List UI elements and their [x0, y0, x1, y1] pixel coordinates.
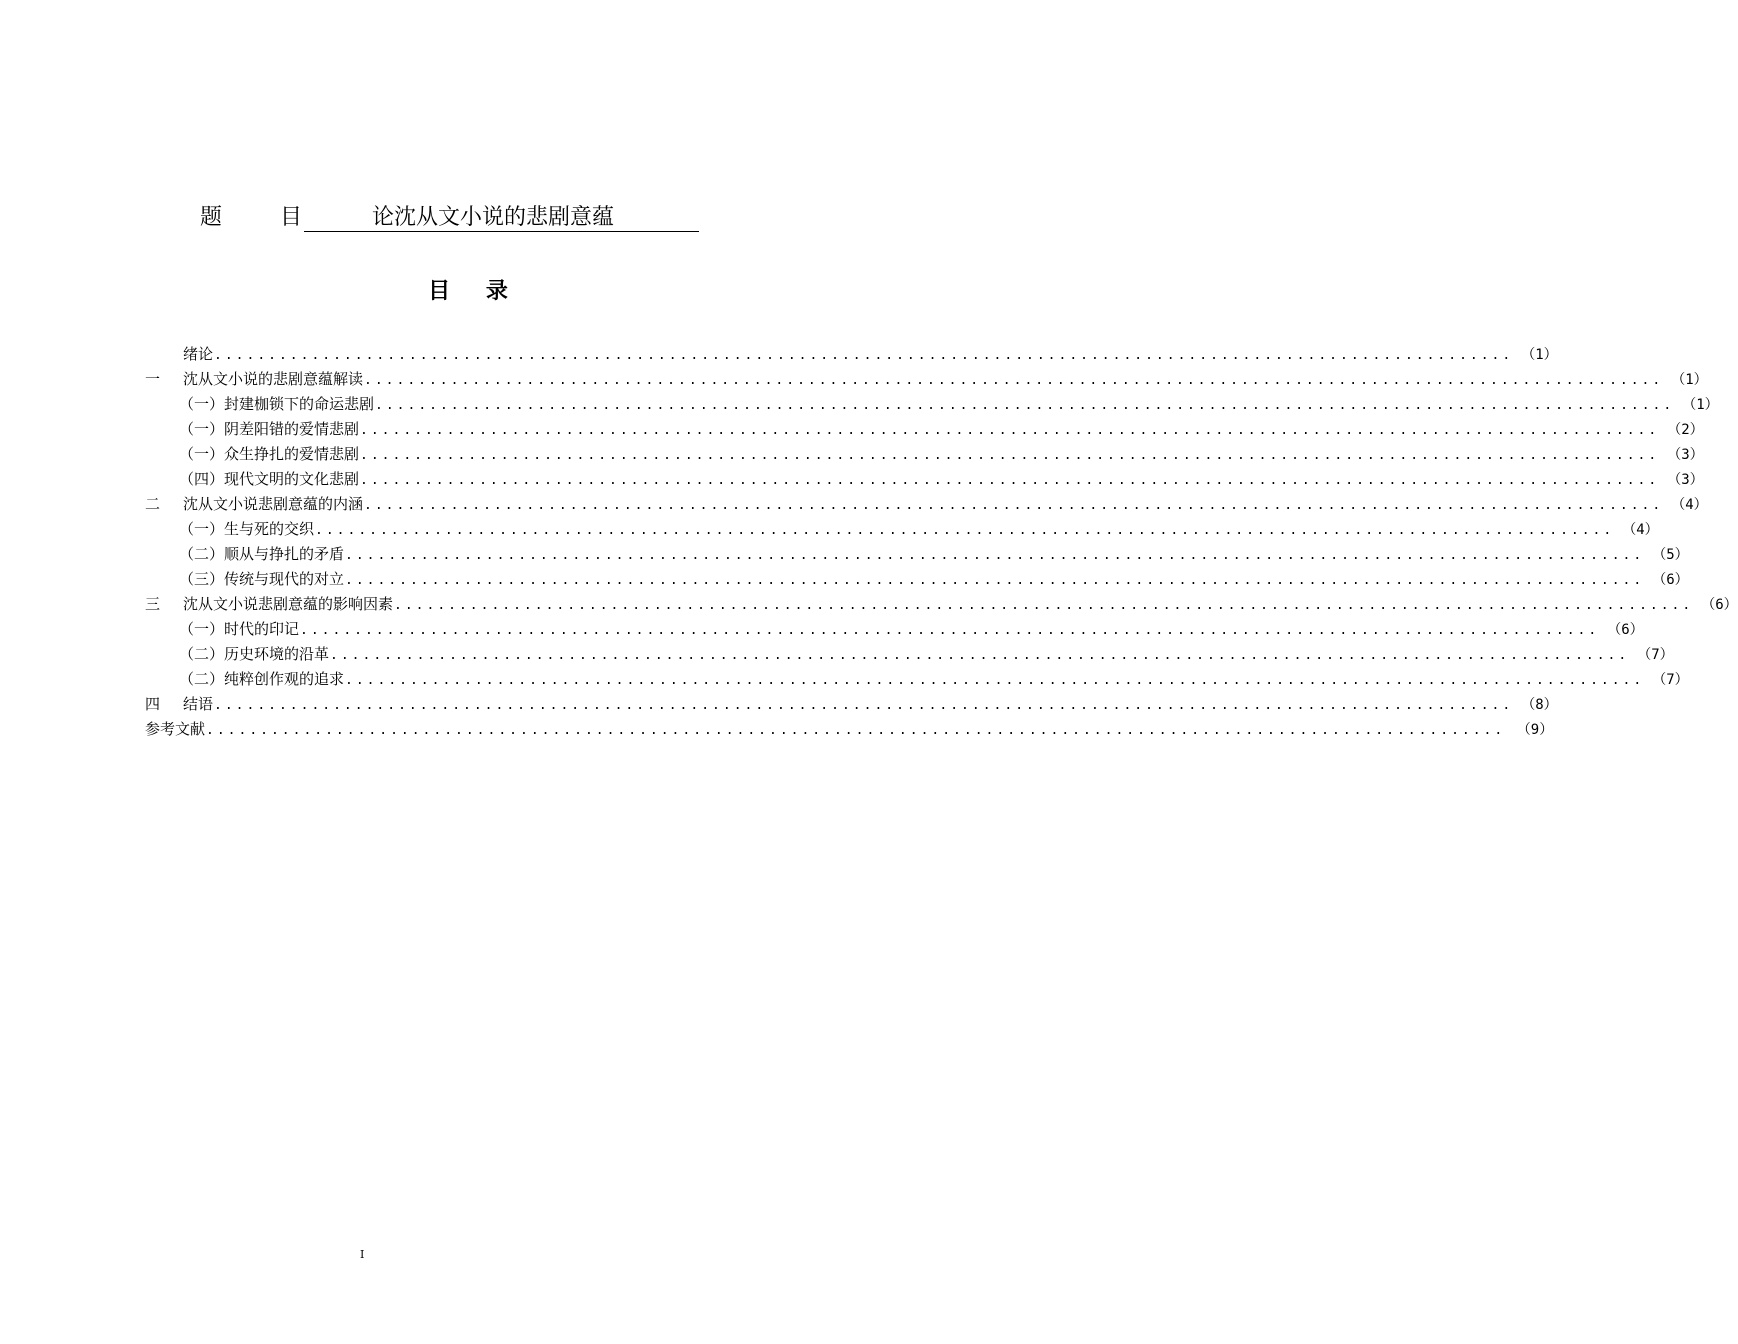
toc-entry-page: （1）: [1671, 372, 1708, 388]
toc-entry-title: 沈从文小说悲剧意蕴的影响因素: [183, 595, 394, 613]
toc-entry-title: （一）阴差阳错的爱情悲剧: [179, 420, 360, 438]
toc-entry-title: 沈从文小说的悲剧意蕴解读: [183, 370, 364, 388]
toc-entry-title: （一）众生挣扎的爱情悲剧: [179, 445, 360, 463]
toc-leader-dots: ........................................................................................................................: [360, 423, 1660, 438]
toc-entry[interactable]: [145, 592, 1738, 617]
toc-entry[interactable]: [145, 567, 1689, 592]
toc-entry-title: （二）顺从与挣扎的矛盾: [179, 545, 345, 563]
toc-entry-title: （一）时代的印记: [179, 620, 300, 638]
toc-entry[interactable]: [145, 717, 1554, 742]
title-label-part2: 目: [280, 205, 303, 230]
toc-entry-title: （一）封建枷锁下的命运悲剧: [179, 395, 375, 413]
thesis-title: 论沈从文小说的悲剧意蕴: [304, 204, 699, 232]
toc-entry-page: （6）: [1701, 597, 1738, 613]
toc-leader-dots: ........................................................................................................................: [315, 523, 1615, 538]
toc-leader-dots: ........................................................................................................................: [360, 448, 1660, 463]
toc-entry-title: （三）传统与现代的对立: [179, 570, 345, 588]
toc-leader-dots: ........................................................................................................................: [345, 548, 1645, 563]
toc-entry[interactable]: [145, 617, 1644, 642]
toc-entry-number: 三: [145, 595, 161, 613]
toc-entry-page: （2）: [1667, 422, 1704, 438]
toc-leader-dots: ........................................................................................................................: [330, 648, 1630, 663]
toc-leader-dots: ........................................................................................................................: [300, 623, 1600, 638]
toc-entry-title: 绪论: [183, 345, 214, 363]
toc-entry-title: （一）生与死的交织: [179, 520, 315, 538]
toc-entry[interactable]: [145, 642, 1674, 667]
toc-entry-title: （二）纯粹创作观的追求: [179, 670, 345, 688]
toc-entry-page: （7）: [1652, 672, 1689, 688]
toc-entry[interactable]: [145, 517, 1659, 542]
toc-entry-title: （二）历史环境的沿革: [179, 645, 330, 663]
toc-leader-dots: ........................................................................................................................: [364, 373, 1664, 388]
toc-entry-page: （3）: [1667, 472, 1704, 488]
toc-entry-title: 结语: [183, 695, 214, 713]
toc-entry-page: （4）: [1622, 522, 1659, 538]
toc-leader-dots: ........................................................................................................................: [345, 573, 1645, 588]
toc-leader-dots: ........................................................................................................................: [214, 348, 1514, 363]
toc-entry-number: 二: [145, 495, 161, 513]
toc-leader-dots: ........................................................................................................................: [364, 498, 1664, 513]
toc-entry-page: （9）: [1516, 722, 1554, 738]
toc-entry-title: 沈从文小说悲剧意蕴的内涵: [183, 495, 364, 513]
toc-entry[interactable]: [145, 467, 1704, 492]
toc-leader-dots: ........................................................................................................................: [214, 698, 1514, 713]
toc-entry[interactable]: [145, 342, 1558, 367]
toc-entry[interactable]: [145, 417, 1704, 442]
toc-entry-title: 参考文献: [145, 720, 206, 738]
toc-entry[interactable]: [145, 392, 1719, 417]
toc-leader-dots: ........................................................................................................................: [360, 473, 1660, 488]
toc-entry-page: （4）: [1671, 497, 1708, 513]
toc-entry[interactable]: [145, 667, 1689, 692]
table-of-contents: [145, 342, 1738, 742]
toc-heading: 目 录: [428, 279, 522, 304]
toc-entry[interactable]: [145, 542, 1689, 567]
toc-entry-number: 四: [145, 695, 161, 713]
page-number: I: [360, 1248, 365, 1261]
toc-entry-number: 一: [145, 370, 161, 388]
toc-entry-page: （6）: [1607, 622, 1644, 638]
toc-entry-title: （四）现代文明的文化悲剧: [179, 470, 360, 488]
toc-entry-page: （7）: [1637, 647, 1674, 663]
thesis-title-line: [200, 198, 699, 232]
title-label-part1: 题: [200, 205, 223, 230]
toc-entry-page: （1）: [1682, 397, 1719, 413]
toc-entry-page: （1）: [1521, 347, 1558, 363]
toc-entry[interactable]: [145, 367, 1708, 392]
toc-entry-page: （8）: [1521, 697, 1558, 713]
toc-leader-dots: ........................................................................................................................: [206, 723, 1506, 738]
toc-leader-dots: ........................................................................................................................: [375, 398, 1675, 413]
toc-entry[interactable]: [145, 442, 1704, 467]
toc-entry-page: （6）: [1652, 572, 1689, 588]
toc-entry-page: （3）: [1667, 447, 1704, 463]
toc-entry[interactable]: [145, 492, 1708, 517]
toc-leader-dots: ........................................................................................................................: [345, 673, 1645, 688]
toc-entry[interactable]: [145, 692, 1558, 717]
toc-entry-page: （5）: [1652, 547, 1689, 563]
toc-leader-dots: ........................................................................................................................: [394, 598, 1694, 613]
